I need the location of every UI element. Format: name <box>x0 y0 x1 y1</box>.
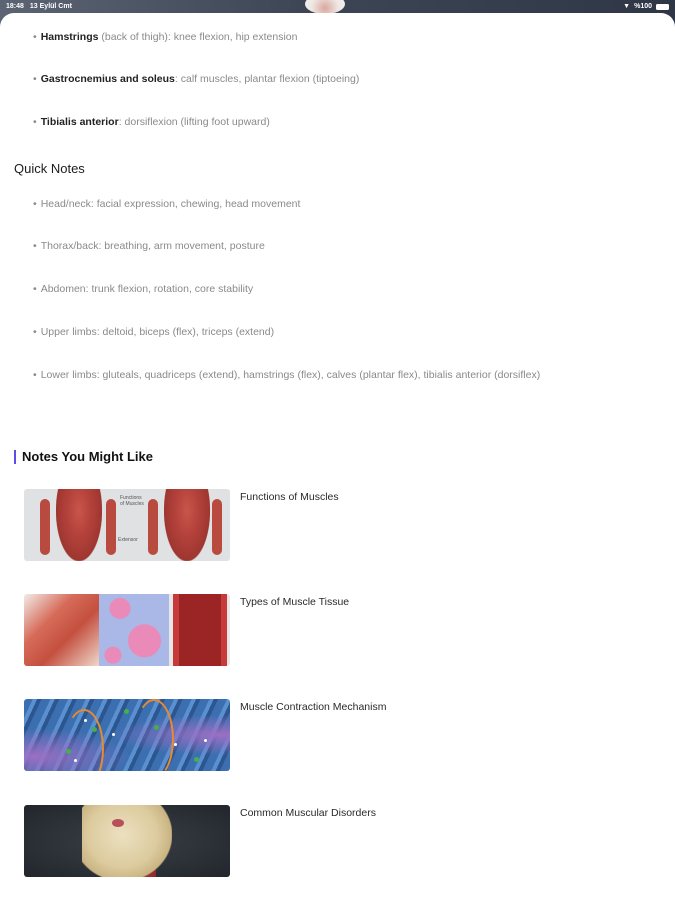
recommended-note-card[interactable] <box>24 699 434 773</box>
recommended-note-card[interactable] <box>24 805 434 879</box>
muscle-name: Tibialis anterior <box>40 116 119 128</box>
note-title[interactable]: Functions of Muscles <box>240 491 339 503</box>
notes-you-might-like-heading: Notes You Might Like <box>14 450 153 464</box>
wifi-icon: ▼ <box>623 3 631 10</box>
note-thumbnail-muscle-tissue <box>24 594 230 666</box>
muscle-desc: : dorsiflexion (lifting foot upward) <box>118 116 270 128</box>
muscle-desc: (back of thigh): knee flexion, hip extension <box>98 31 298 43</box>
recommended-note-card[interactable] <box>24 594 434 668</box>
quick-notes-heading: Quick Notes <box>14 161 85 176</box>
muscle-name: Gastrocnemius and soleus <box>40 73 175 85</box>
note-sheet[interactable] <box>0 13 675 900</box>
muscle-name: Hamstrings <box>40 31 99 43</box>
battery-icon <box>656 4 669 10</box>
recommended-note-card[interactable] <box>24 489 434 563</box>
note-title[interactable]: Types of Muscle Tissue <box>240 596 350 608</box>
status-time: 18:48 <box>6 3 24 10</box>
note-title[interactable]: Common Muscular Disorders <box>240 807 376 819</box>
note-title[interactable]: Muscle Contraction Mechanism <box>240 701 387 713</box>
note-thumbnail-muscle-anatomy: Functions of Muscles Extensor <box>24 489 230 561</box>
quick-note-item: • Upper limbs: deltoid, biceps (flex), triceps (extend) <box>33 326 275 338</box>
note-thumbnail-skull <box>24 805 230 877</box>
quick-note-item: • Abdomen: trunk flexion, rotation, core stability <box>33 283 254 295</box>
note-thumbnail-contraction <box>24 699 230 771</box>
muscle-item-tibialis: • Tibialis anterior: dorsiflexion (lifting foot upward) <box>33 116 270 128</box>
muscle-item-hamstrings: • Hamstrings (back of thigh): knee flexion, hip extension <box>33 31 298 43</box>
battery-percent: %100 <box>634 3 652 10</box>
quick-note-item: • Thorax/back: breathing, arm movement, posture <box>33 240 265 252</box>
muscle-item-gastrocnemius: • Gastrocnemius and soleus: calf muscles, plantar flexion (tiptoeing) <box>33 73 360 85</box>
quick-note-item: • Lower limbs: gluteals, quadriceps (extend), hamstrings (flex), calves (plantar flex), tibialis anterior (dorsiflex) <box>33 369 541 381</box>
muscle-desc: : calf muscles, plantar flexion (tiptoeing) <box>174 73 360 85</box>
status-date: 13 Eylül Cmt <box>29 3 72 10</box>
status-bar <box>0 0 675 13</box>
quick-note-item: • Head/neck: facial expression, chewing, head movement <box>33 198 301 210</box>
